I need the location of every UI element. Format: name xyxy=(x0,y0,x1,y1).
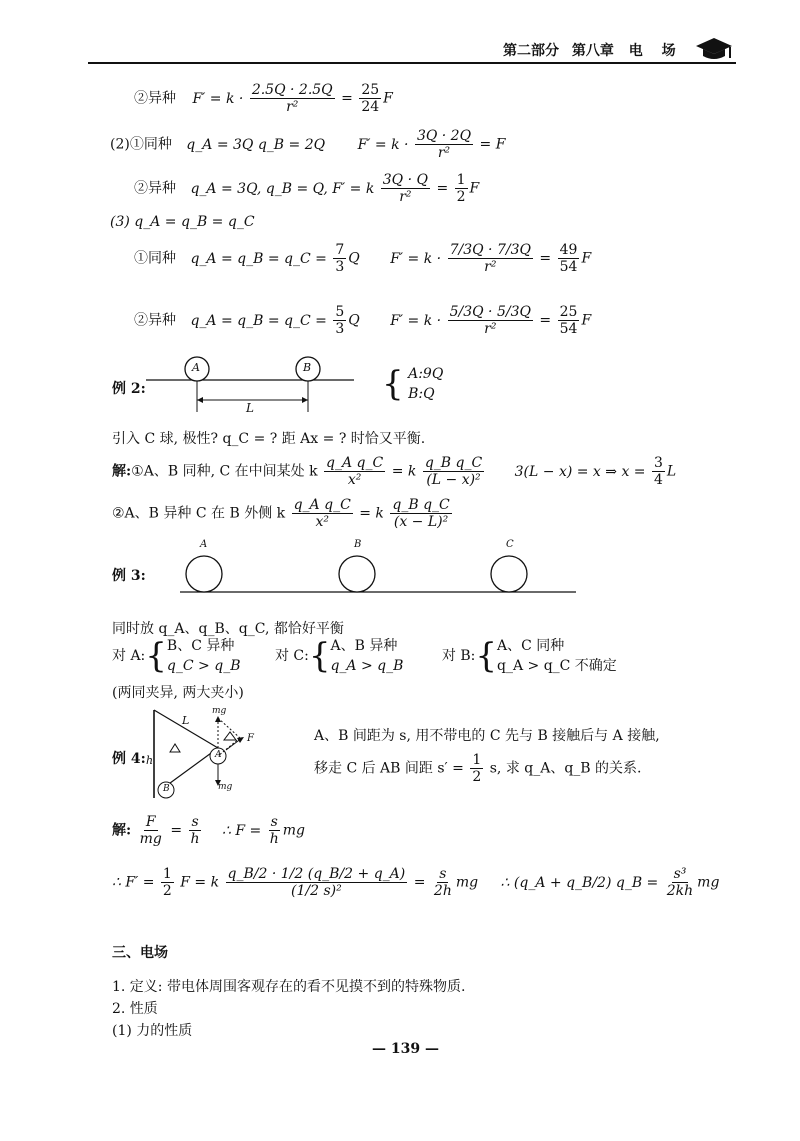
eq: = xyxy=(436,180,449,197)
label-h: h xyxy=(146,754,154,767)
example3-diagram xyxy=(180,550,580,596)
eq: = F xyxy=(479,136,506,153)
expr: F′ = k · xyxy=(357,136,409,153)
expr: F′ = k · xyxy=(390,312,442,329)
label: ②异种 xyxy=(134,312,176,329)
fraction: $\frac{7}{3}$ xyxy=(335,242,345,275)
header-rule xyxy=(88,62,736,64)
label-mg-bot: mg xyxy=(218,782,233,792)
fraction: $\frac{25}{24}$ xyxy=(361,82,380,115)
label: (2)①同种 xyxy=(110,136,172,153)
fraction: $\frac{49}{54}$ xyxy=(559,242,578,275)
example4-solution-1: 解: $\frac{F}{mg}$ = $\frac{s}{h}$ ∴ F = $\frac{s}{h}$ mg xyxy=(112,814,305,847)
ball-c-label: C xyxy=(506,539,514,550)
label: ①同种 xyxy=(134,250,176,267)
expr: F′ = k · xyxy=(192,90,244,107)
header-topic-a: 电 xyxy=(628,43,643,59)
expr: q_A = 3Q, q_B = Q, F′ = k xyxy=(190,180,375,197)
section-item-2: 2. 性质 xyxy=(112,1001,158,1017)
fraction: $\frac{25}{54}$ xyxy=(559,304,578,337)
label-L: L xyxy=(182,714,190,727)
label-F: F xyxy=(247,733,254,744)
example2-charges: { A:9Q B:Q xyxy=(382,364,444,404)
label: ②异种 xyxy=(134,180,176,197)
page-number: — 139 — xyxy=(372,1041,439,1057)
example4-label: 例 4: xyxy=(112,751,146,767)
example2-question: 引入 C 球, 极性? q_C = ? 距 Ax = ? 时恰又平衡. xyxy=(112,431,426,447)
fraction: $\frac{5/3Q \cdot 5/3Q}{\text{r²}}$ xyxy=(449,304,531,337)
expr: q_A = 3Q q_B = 2Q xyxy=(186,136,326,153)
header-topic-b: 场 xyxy=(661,43,676,59)
expr: q_A = q_B = q_C = xyxy=(190,312,327,329)
label-mg-top: mg xyxy=(212,706,227,716)
graduation-cap-icon xyxy=(694,36,734,62)
fraction: $\frac{7/3Q \cdot 7/3Q}{\text{r²}}$ xyxy=(449,242,531,275)
example4-desc-2: 移走 C 后 AB 间距 s′ = $\frac{1}{2}$ s, 求 q_A、q_B 的关系. xyxy=(314,752,642,785)
section-item-3: (1) 力的性质 xyxy=(112,1023,193,1039)
formula-line-2 xyxy=(110,128,505,161)
formula-line-6: ②异种 q_A = q_B = q_C = $\frac{5}{3}$ Q F′ = k · $\frac{5/3Q \cdot 5/3Q}{\text{r²}}$ = $\frac{25}{54}$ F xyxy=(134,304,592,337)
formula-line-1: ②异种 F′ = k · $\frac{2.5Q \cdot 2.5Q}{\text{r²}}$ = $\frac{25}{24}$ F xyxy=(134,82,393,115)
section-item-1: 1. 定义: 带电体周围客观存在的看不见摸不到的特殊物质. xyxy=(112,979,466,995)
section-title: 三、电场 xyxy=(112,945,168,961)
ball-a-label: A xyxy=(200,539,208,550)
fraction: $\frac{5}{3}$ xyxy=(335,304,345,337)
expr: F′ = k · xyxy=(390,250,442,267)
example4-diagram xyxy=(144,706,264,806)
label: ②异种 xyxy=(134,90,176,107)
fraction: $\frac{2.5Q \cdot 2.5Q}{\text{r²}}$ xyxy=(251,82,333,115)
example3-line1: 同时放 q_A、q_B、q_C, 都恰好平衡 xyxy=(112,621,344,637)
example3-label: 例 3: xyxy=(112,568,146,584)
label-A: A xyxy=(215,750,222,760)
example2-solution-2: ②A、B 异种 C 在 B 外侧 k $\frac{\text{q\_A q\_C}}{\text{x²}}$ = k $\frac{\text{q\_B q\_C}}{\text{(x − L)²}}$ xyxy=(112,497,450,530)
running-header xyxy=(503,40,676,60)
fraction: $\frac{3Q \cdot Q}{\text{r²}}$ xyxy=(382,172,428,205)
example3-rule: (两同夹异, 两大夹小) xyxy=(112,685,244,701)
label-B: B xyxy=(163,784,170,794)
formula-line-4: (3) q_A = q_B = q_C xyxy=(110,214,255,230)
formula-line-5: ①同种 q_A = q_B = q_C = $\frac{7}{3}$ Q F′ = k · $\frac{7/3Q \cdot 7/3Q}{\text{r²}}$ = $\frac{49}{54}$ F xyxy=(134,242,592,275)
ball-a-label: A xyxy=(192,361,200,374)
example3-conditions: 对 A:{ B、C 异种 q_C > q_B 对 C:{ A、B 异种 q_A > q_B 对 B:{ A、C 同种 q_A > q_C 不确定 xyxy=(112,636,617,676)
fraction: $\frac{1}{2}$ xyxy=(456,172,466,205)
ball-b-label: B xyxy=(303,361,312,374)
example4-solution-2: ∴ F′ = $\frac{1}{2}$ F = k $\frac{q\_B/2 \cdot 1/2 (q\_B/2 + q\_A)}{\text{(1/2 s)²}}$ = $\frac{s}{2h}$ mg ∴ (q_A + q_B/2) q_B = $\frac{\text{s³}}{2kh}$ mg xyxy=(112,866,720,899)
header-chapter: 第八章 xyxy=(571,43,614,59)
example2-label: 例 2: xyxy=(112,381,146,397)
expr: q_A = q_B = q_C = xyxy=(190,250,327,267)
length-label: L xyxy=(246,401,254,415)
eq: = xyxy=(341,90,353,107)
formula-line-3: ②异种 q_A = 3Q, q_B = Q, F′ = k $\frac{3Q \cdot Q}{\text{r²}}$ = $\frac{1}{2}$ F xyxy=(134,172,480,205)
fraction: $\frac{3Q \cdot 2Q}{\text{r²}}$ xyxy=(416,128,472,161)
example4-desc-1: A、B 间距为 s, 用不带电的 C 先与 B 接触后与 A 接触, xyxy=(314,728,660,744)
ball-b-label: B xyxy=(354,539,362,550)
charge-a: A:9Q xyxy=(408,366,444,382)
charge-b: B:Q xyxy=(408,386,435,402)
header-part: 第二部分 xyxy=(503,43,559,59)
example2-solution-1: 解:①A、B 同种, C 在中间某处 k $\frac{\text{q\_A q\_C}}{\text{x²}}$ = k $\frac{\text{q\_B q\_C}}{\text{(L − x)²}}$ 3(L − x) = x ⇒ x = $\frac{3}{4}$ L xyxy=(112,455,677,488)
